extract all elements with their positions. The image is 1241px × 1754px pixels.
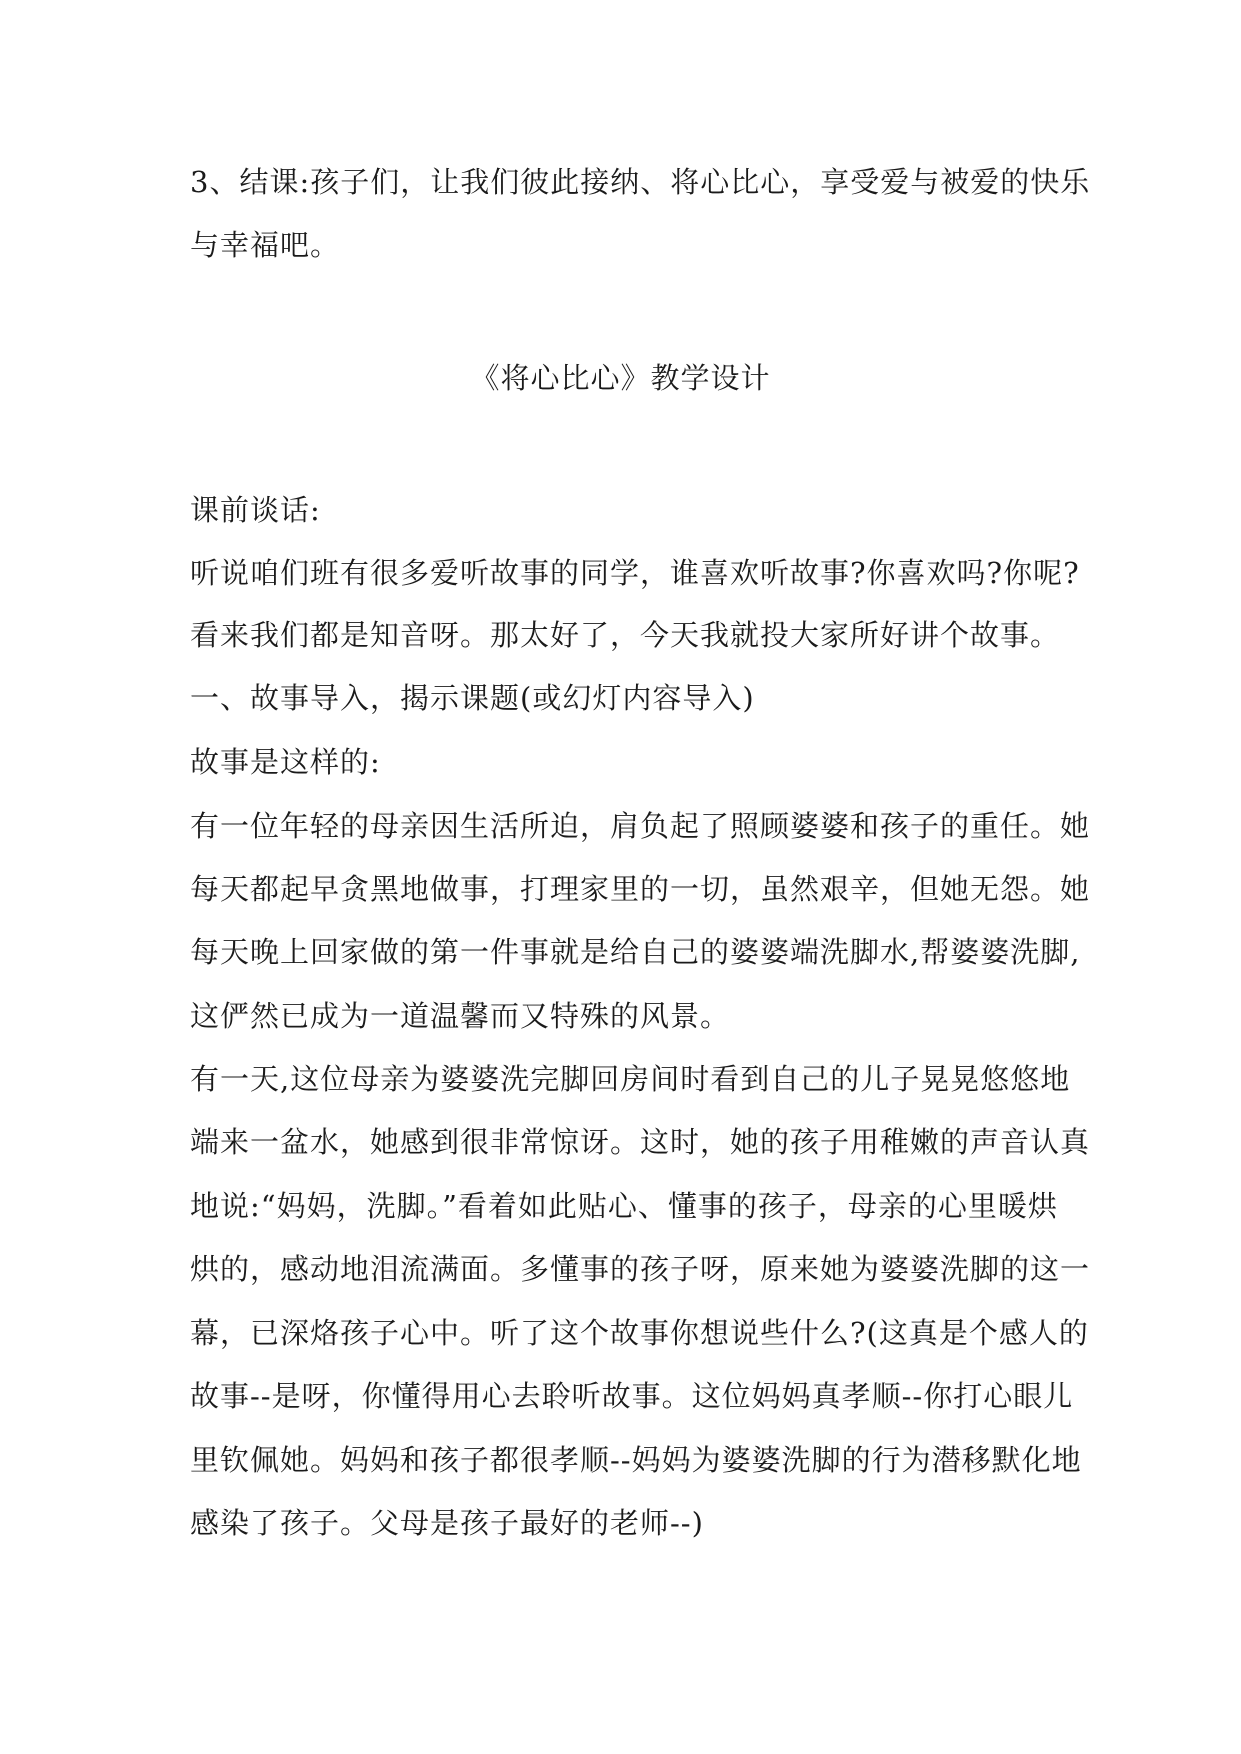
paragraph-line: 这俨然已成为一道温馨而又特殊的风景。 <box>190 999 731 1033</box>
paragraph-line: 地说:“妈妈，洗脚。”看着如此贴心、懂事的孩子，母亲的心里暖烘 <box>190 1189 1058 1223</box>
paragraph-line: 幕，已深烙孩子心中。听了这个故事你想说些什么?(这真是个感人的 <box>190 1316 1089 1350</box>
paragraph-line: 感染了孩子。父母是孩子最好的老师--) <box>190 1506 704 1540</box>
paragraph-line: 有一位年轻的母亲因生活所迫，肩负起了照顾婆婆和孩子的重任。她 <box>190 809 1091 843</box>
section-heading: 一、故事导入，揭示课题(或幻灯内容导入) <box>190 681 755 715</box>
paragraph-line: 每天都起早贪黑地做事，打理家里的一切，虽然艰辛，但她无怨。她 <box>190 872 1091 906</box>
paragraph-line: 故事--是呀，你懂得用心去聆听故事。这位妈妈真孝顺--你打心眼儿 <box>190 1379 1074 1413</box>
paragraph-line: 看来我们都是知音呀。那太好了，今天我就投大家所好讲个故事。 <box>190 618 1061 652</box>
page-title: 《将心比心》教学设计 <box>470 361 771 395</box>
paragraph-line: 有一天,这位母亲为婆婆洗完脚回房间时看到自己的儿子晃晃悠悠地 <box>190 1062 1071 1096</box>
paragraph-line: 烘的，感动地泪流满面。多懂事的孩子呀，原来她为婆婆洗脚的这一 <box>190 1252 1091 1286</box>
paragraph-line: 每天晚上回家做的第一件事就是给自己的婆婆端洗脚水,帮婆婆洗脚, <box>190 935 1081 969</box>
paragraph-line: 端来一盆水，她感到很非常惊讶。这时，她的孩子用稚嫩的声音认真 <box>190 1125 1091 1159</box>
closing-line: 与幸福吧。 <box>190 228 341 262</box>
closing-line: 3、结课:孩子们，让我们彼此接纳、将心比心，享受爱与被爱的快乐 <box>190 165 1091 199</box>
paragraph-line: 故事是这样的: <box>190 745 381 779</box>
section-heading: 课前谈话: <box>190 493 321 527</box>
paragraph-line: 里钦佩她。妈妈和孩子都很孝顺--妈妈为婆婆洗脚的行为潜移默化地 <box>190 1443 1082 1477</box>
paragraph-line: 听说咱们班有很多爱听故事的同学，谁喜欢听故事?你喜欢吗?你呢? <box>190 556 1080 590</box>
